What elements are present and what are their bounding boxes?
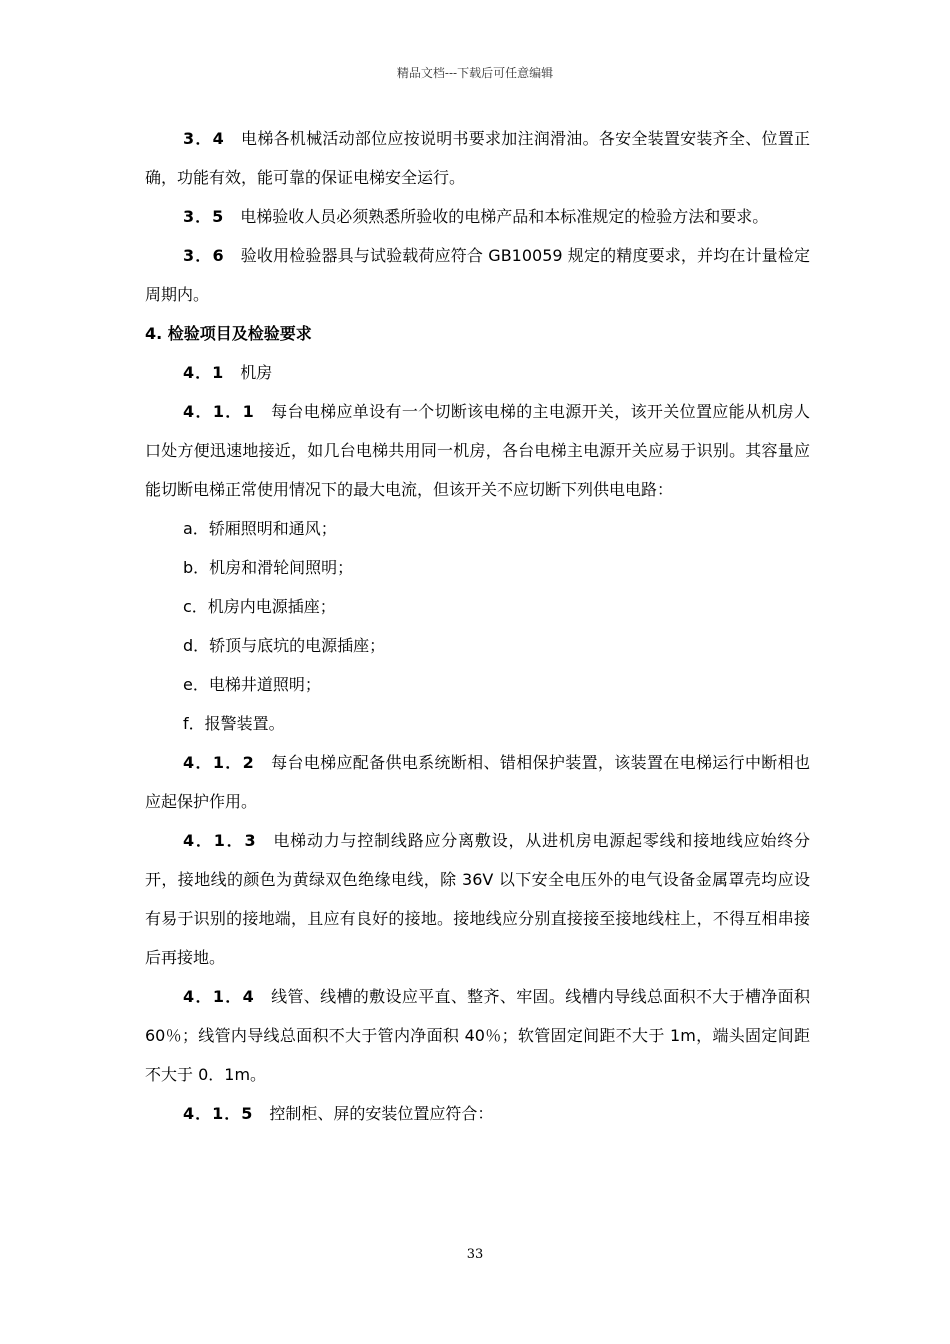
- page-number: 33: [466, 1247, 484, 1262]
- clause-number: 4．1．2: [183, 753, 255, 772]
- paragraph-3-4: [145, 119, 810, 197]
- clause-number: 4．1．3: [183, 831, 257, 850]
- paragraph-3-6: [145, 236, 810, 314]
- clause-text: 电梯各机械活动部位应按说明书要求加注润滑油。各安全装置安装齐全、位置正确，功能有效，能可靠的保证电梯安全运行。: [145, 129, 810, 187]
- clause-number: 3．5: [183, 207, 225, 226]
- list-item: a．轿厢照明和通风；: [183, 519, 337, 538]
- clause-text: 线管、线槽的敷设应平直、整齐、牢固。线槽内导线总面积不大于槽净面积 60％；线管内导线总面积不大于管内净面积 40％；软管固定间距不大于 1m，端头固定间距不大于 0．1m。: [145, 987, 810, 1084]
- list-item: b．机房和滑轮间照明；: [183, 558, 354, 577]
- paragraph-4-1-4: [145, 977, 810, 1094]
- list-item: c．机房内电源插座；: [183, 597, 336, 616]
- clause-text: 每台电梯应配备供电系统断相、错相保护装置，该装置在电梯运行中断相也应起保护作用。: [145, 753, 810, 811]
- clause-text: 电梯动力与控制线路应分离敷设，从进机房电源起零线和接地线应始终分开，接地线的颜色为黄绿双色绝缘电线，除 36V 以下安全电压外的电气设备金属罩壳均应设有易于识别的接地端，且应有良好的接地。接地线应分别直接接至接地线柱上，不得互相串接后再接地。: [145, 831, 810, 967]
- paragraph-4-1-1: [145, 392, 810, 509]
- clause-text: 验收用检验器具与试验载荷应符合 GB10059 规定的精度要求，并均在计量检定周期内。: [145, 246, 810, 304]
- clause-number: 3．6: [183, 246, 225, 265]
- list-item: f．报警装置。: [183, 714, 285, 733]
- section-heading-4: 4. 检验项目及检验要求: [145, 324, 312, 343]
- clause-text: 电梯验收人员必须熟悉所验收的电梯产品和本标准规定的检验方法和要求。: [240, 207, 769, 226]
- clause-number: 4．1．4: [183, 987, 255, 1006]
- list-item: e．电梯井道照明；: [183, 675, 321, 694]
- page-header: 精品文档---下载后可任意编辑: [396, 66, 554, 80]
- clause-number: 3．4: [183, 129, 225, 148]
- clause-number: 4．1．1: [183, 402, 255, 421]
- list-item: d．轿顶与底坑的电源插座；: [183, 636, 386, 655]
- clause-text: 控制柜、屏的安装位置应符合：: [269, 1104, 494, 1123]
- paragraph-4-1-5: [145, 1094, 810, 1133]
- paragraph-4-1-2: [145, 743, 810, 821]
- paragraph-4-1-3: [145, 821, 810, 977]
- clause-number: 4．1．5: [183, 1104, 254, 1123]
- paragraph-4-1: [145, 353, 810, 392]
- clause-number: 4．1: [183, 363, 225, 382]
- page-content: [145, 119, 810, 1133]
- paragraph-3-5: [145, 197, 810, 236]
- clause-text: 机房: [240, 363, 273, 382]
- clause-text: 每台电梯应单设有一个切断该电梯的主电源开关，该开关位置应能从机房人口处方便迅速地接近，如几台电梯共用同一机房，各台电梯主电源开关应易于识别。其容量应能切断电梯正常使用情况下的最大电流，但该开关不应切断下列供电电路：: [145, 402, 810, 499]
